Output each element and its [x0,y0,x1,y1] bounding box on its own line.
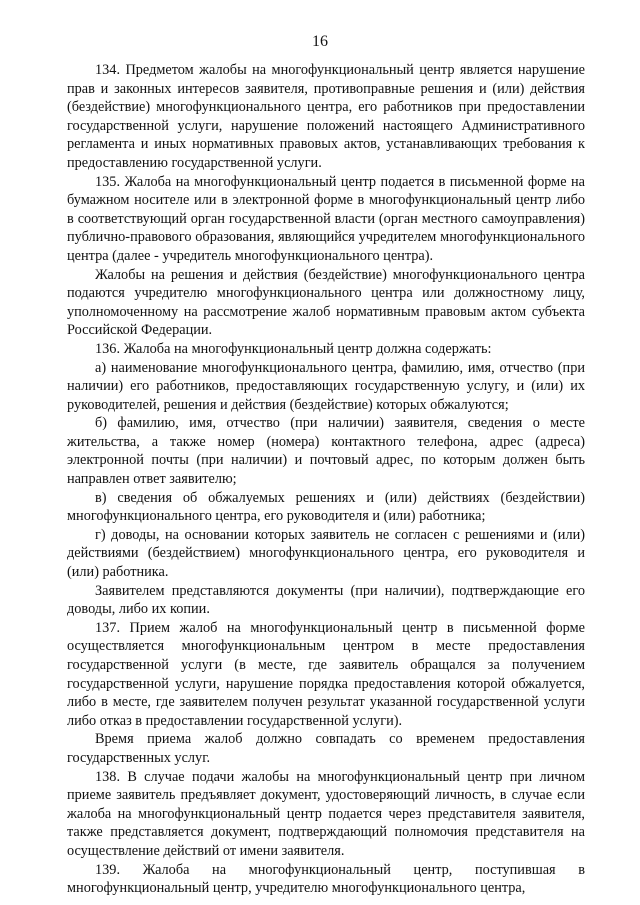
paragraph-137-time: Время приема жалоб должно совпадать со временем предоставления государственных услуг. [67,731,585,766]
document-body [67,61,585,898]
paragraph-134: 134. Предметом жалобы на многофункциональный центр является нарушение прав и законных интересов заявителя, противоправные решения и (или) действия (бездействие) многофункционального центра, его работников при предоставлении государственной услуги, нарушение положений настоящего Административного регламента и иных нормативных правовых актов, устанавливающих требования к предоставлению государственной услуги. [67,62,585,171]
paragraph-138: 138. В случае подачи жалобы на многофункциональный центр при личном приеме заявитель предъявляет документ, удостоверяющий личность, в случае если жалоба на многофункциональный центр подается через представителя заявителя, также представляется документ, подтверждающий полномочия представителя на осуществление действий от имени заявителя. [67,768,585,859]
paragraph-135: 135. Жалоба на многофункциональный центр подается в письменной форме на бумажном носителе или в электронной форме в многофункциональный центр либо в соответствующий орган государственной власти (орган местного самоуправления) публично-правового образования, являющийся учредителем многофункционального центра (далее - учредитель многофункционального центра). [67,173,585,264]
paragraph-136-b: б) фамилию, имя, отчество (при наличии) заявителя, сведения о месте жительства, а также номер (номера) контактного телефона, адрес (адреса) электронной почты (при наличии) и почтовый адрес, по которым должен быть направлен ответ заявителю; [67,415,585,488]
paragraph-136: 136. Жалоба на многофункциональный центр должна содержать: [95,340,492,357]
paragraph-135-complaints: Жалобы на решения и действия (бездействие) многофункционального центра подаются учредителю многофункционального центра или должностному лицу, уполномоченному на рассмотрение жалоб нормативным правовым актом субъекта Российской Федерации. [67,266,585,339]
paragraph-136-documents: Заявителем представляются документы (при наличии), подтверждающие его доводы, либо их копии. [67,582,585,618]
page-number: 16 [312,33,328,50]
paragraph-139: 139. Жалоба на многофункциональный центр, поступившая в многофункциональный центр, учредителю многофункционального центра, [67,861,585,897]
paragraph-136-a: а) наименование многофункционального центра, фамилию, имя, отчество (при наличии) его работников, предоставляющих государственную услугу, и (или) их руководителей, решения и действия (бездействие) которых обжалуются; [67,359,585,413]
paragraph-137: 137. Прием жалоб на многофункциональный центр в письменной форме осуществляется многофункциональным центром в месте предоставления государственной услуги (в месте, где заявитель обращался за получением государственной услуги, нарушение порядка предоставления которой обжалуется, либо в месте, где заявителем получен результат указанной государственной услуги либо отказ в предоставлении государственной услуги). [67,619,585,729]
paragraph-136-v: в) сведения об обжалуемых решениях и (или) действиях (бездействии) многофункционального центра, его руководителя и (или) работника; [67,489,585,525]
paragraph-136-g: г) доводы, на основании которых заявитель не согласен с решениями и (или) действиями (бездействием) многофункционального центра, его руководителя и (или) работника. [67,526,585,581]
